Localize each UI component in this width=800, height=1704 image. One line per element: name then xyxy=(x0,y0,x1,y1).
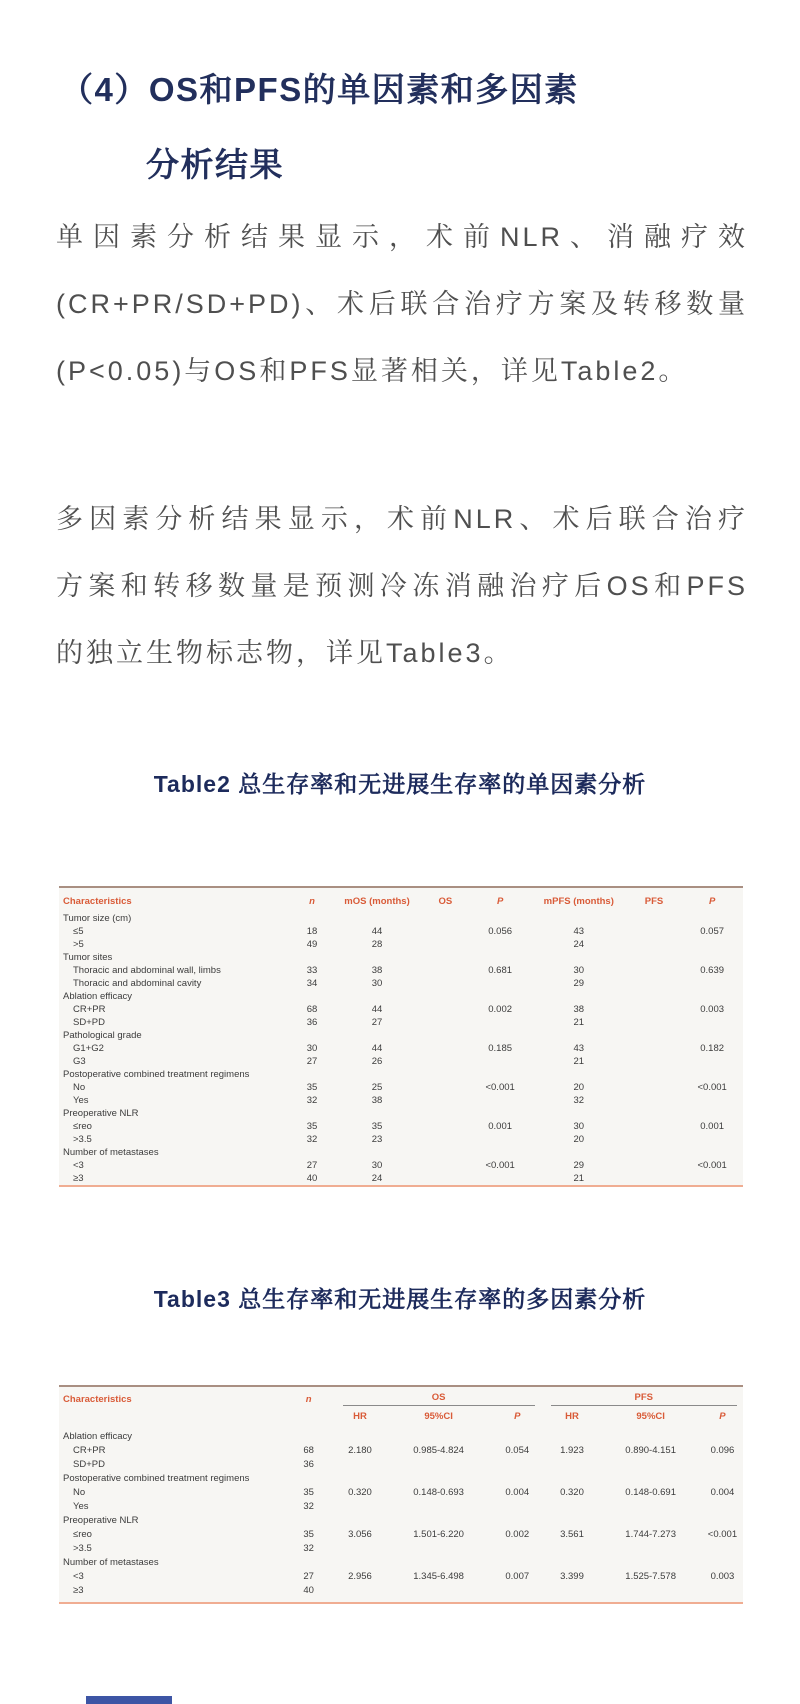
row-value xyxy=(333,1584,388,1598)
table2-col-p-os: P xyxy=(496,895,504,907)
row-value xyxy=(469,977,531,990)
row-value: 3.399 xyxy=(560,1571,584,1582)
section-heading xyxy=(60,64,750,186)
row-value: 25 xyxy=(371,1082,383,1093)
row-value xyxy=(490,1584,545,1598)
table-row xyxy=(59,925,743,938)
table-group-row xyxy=(59,1430,743,1444)
table-row xyxy=(59,938,743,951)
row-value xyxy=(421,977,469,990)
table2-col-characteristics: Characteristics xyxy=(63,895,132,907)
row-value xyxy=(702,1500,743,1514)
row-value: 27 xyxy=(306,1056,318,1067)
paragraph-line: (CR+PR/SD+PD)、术后联合治疗方案及转移数量 xyxy=(56,289,748,319)
table-row xyxy=(59,1542,743,1556)
row-label: No xyxy=(73,1082,86,1093)
table3-body xyxy=(59,1424,743,1598)
row-value: 32 xyxy=(303,1501,314,1512)
table-row xyxy=(59,1500,743,1514)
row-value xyxy=(421,938,469,951)
row-value: 3.056 xyxy=(348,1529,372,1540)
table3-col-pfs-hr: HR xyxy=(565,1410,579,1422)
row-value: 36 xyxy=(306,1017,318,1028)
row-value: 68 xyxy=(306,1004,318,1015)
row-value: 0.320 xyxy=(348,1487,372,1498)
paragraph-line: 的独立生物标志物，详见Table3。 xyxy=(56,638,514,668)
row-label: ≤reo xyxy=(73,1121,92,1132)
row-label: <3 xyxy=(73,1571,84,1582)
table-row xyxy=(59,1458,743,1472)
row-group-label: Preoperative NLR xyxy=(63,1515,139,1526)
row-label: SD+PD xyxy=(73,1459,105,1470)
table2-col-mos: mOS (months) xyxy=(344,895,410,907)
row-value: 40 xyxy=(306,1173,318,1184)
row-value xyxy=(627,1133,682,1146)
row-value: 24 xyxy=(371,1173,383,1184)
row-value xyxy=(490,1500,545,1514)
table-group-row xyxy=(59,1514,743,1528)
row-value xyxy=(545,1584,600,1598)
table3-col-os-p: P xyxy=(514,1410,521,1422)
row-value: 29 xyxy=(573,1160,585,1171)
row-value: 0.985-4.824 xyxy=(413,1445,464,1456)
paragraph-line: 多因素分析结果显示，术前NLR、术后联合治疗 xyxy=(56,504,748,534)
row-value xyxy=(702,1584,743,1598)
table3-title: Table3 总生存率和无进展生存率的多因素分析 xyxy=(153,1286,647,1312)
row-value: 21 xyxy=(573,1056,585,1067)
row-value: 24 xyxy=(573,939,585,950)
row-value: 0.148-0.693 xyxy=(413,1487,464,1498)
paragraph-line: (P<0.05)与OS和PFS显著相关，详见Table2。 xyxy=(56,356,689,386)
row-value: 27 xyxy=(306,1160,318,1171)
row-value: 0.002 xyxy=(505,1529,530,1540)
table2-col-n: n xyxy=(309,895,315,907)
table2-col-mpfs: mPFS (months) xyxy=(543,895,614,907)
table2-col-p-pfs: P xyxy=(708,895,716,907)
table3-multivariate-analysis xyxy=(59,1385,743,1604)
row-label: Thoracic and abdominal wall, limbs xyxy=(73,965,221,976)
row-label: >3.5 xyxy=(73,1134,92,1145)
table-row xyxy=(59,1486,743,1500)
row-group-label: Pathological grade xyxy=(63,1030,142,1041)
row-value: 1.345-6.498 xyxy=(413,1571,464,1582)
row-value: <0.001 xyxy=(485,1160,515,1171)
row-value xyxy=(627,1172,682,1185)
row-value xyxy=(627,1055,682,1068)
row-value xyxy=(681,1133,743,1146)
paragraph-univariate-result xyxy=(56,204,748,405)
row-value xyxy=(545,1458,600,1472)
row-value xyxy=(421,1055,469,1068)
row-value xyxy=(627,1003,682,1016)
row-value xyxy=(681,977,743,990)
table3-group-pfs: PFS xyxy=(551,1392,737,1406)
row-value: <0.001 xyxy=(707,1529,738,1540)
table-row xyxy=(59,1042,743,1055)
table2-body xyxy=(59,910,743,1185)
table-row xyxy=(59,1444,743,1458)
row-value: 35 xyxy=(306,1121,318,1132)
row-value: 1.744-7.273 xyxy=(625,1529,676,1540)
row-value: 27 xyxy=(303,1571,314,1582)
row-value xyxy=(599,1584,702,1598)
row-value xyxy=(469,1094,531,1107)
row-value: <0.001 xyxy=(697,1082,727,1093)
table3-col-os-ci: 95%CI xyxy=(424,1410,453,1422)
row-value xyxy=(681,1094,743,1107)
row-label: G1+G2 xyxy=(73,1043,104,1054)
row-value xyxy=(627,925,682,938)
row-value: 0.004 xyxy=(505,1487,530,1498)
row-label: >3.5 xyxy=(73,1543,92,1554)
row-value xyxy=(545,1500,600,1514)
row-value: 43 xyxy=(573,1043,585,1054)
row-value xyxy=(469,938,531,951)
section-heading-line2: 分析结果 xyxy=(146,146,284,183)
row-value xyxy=(421,1133,469,1146)
row-value xyxy=(490,1458,545,1472)
row-value: 43 xyxy=(573,926,585,937)
row-label: CR+PR xyxy=(73,1004,106,1015)
row-value: 0.001 xyxy=(488,1121,513,1132)
table-row xyxy=(59,1055,743,1068)
row-value xyxy=(421,925,469,938)
table-row xyxy=(59,1003,743,1016)
row-label: SD+PD xyxy=(73,1017,105,1028)
row-value xyxy=(421,964,469,977)
row-value: <0.001 xyxy=(697,1160,727,1171)
table-row xyxy=(59,1159,743,1172)
row-value xyxy=(421,1120,469,1133)
row-label: No xyxy=(73,1487,86,1498)
table-group-row xyxy=(59,1556,743,1570)
row-value: 35 xyxy=(303,1529,314,1540)
row-label: Yes xyxy=(73,1095,89,1106)
table-group-row xyxy=(59,912,743,925)
table3-group-os: OS xyxy=(343,1392,535,1406)
row-group-label: Preoperative NLR xyxy=(63,1108,139,1119)
row-label: <3 xyxy=(73,1160,84,1171)
row-value: 32 xyxy=(573,1095,585,1106)
row-value xyxy=(333,1500,388,1514)
row-value xyxy=(333,1542,388,1556)
row-value: 0.320 xyxy=(560,1487,584,1498)
row-value: 1.525-7.578 xyxy=(625,1571,676,1582)
table-row xyxy=(59,964,743,977)
table-group-row xyxy=(59,1146,743,1159)
row-value xyxy=(627,977,682,990)
row-value xyxy=(627,1094,682,1107)
row-value: 35 xyxy=(371,1121,383,1132)
row-value: 1.501-6.220 xyxy=(413,1529,464,1540)
table-group-row xyxy=(59,1029,743,1042)
row-value: 44 xyxy=(371,1043,383,1054)
row-group-label: Postoperative combined treatment regimens xyxy=(63,1069,250,1080)
row-value xyxy=(421,1003,469,1016)
row-group-label: Postoperative combined treatment regimens xyxy=(63,1473,250,1484)
row-value: 28 xyxy=(371,939,383,950)
row-value xyxy=(421,1042,469,1055)
table-group-row xyxy=(59,951,743,964)
table3-col-characteristics: Characteristics xyxy=(63,1393,132,1405)
row-value xyxy=(681,1016,743,1029)
row-group-label: Tumor sites xyxy=(63,952,113,963)
row-value: 0.002 xyxy=(488,1004,513,1015)
row-value: 0.057 xyxy=(700,926,725,937)
table-row xyxy=(59,1120,743,1133)
table-row xyxy=(59,1172,743,1185)
row-value: 3.561 xyxy=(560,1529,584,1540)
row-value: 32 xyxy=(306,1134,318,1145)
row-value xyxy=(627,1120,682,1133)
table3-header xyxy=(59,1387,743,1424)
row-value: 21 xyxy=(573,1173,585,1184)
row-label: ≤reo xyxy=(73,1529,92,1540)
row-value: 36 xyxy=(303,1459,314,1470)
row-value xyxy=(421,1172,469,1185)
row-value xyxy=(387,1584,490,1598)
table3-col-pfs-p: P xyxy=(719,1410,726,1422)
row-value: 0.639 xyxy=(700,965,725,976)
row-value: 32 xyxy=(303,1543,314,1554)
row-value xyxy=(681,938,743,951)
row-label: ≥3 xyxy=(73,1173,84,1184)
row-value: 2.956 xyxy=(348,1571,372,1582)
row-value xyxy=(627,938,682,951)
row-value xyxy=(599,1458,702,1472)
row-value: 35 xyxy=(303,1487,314,1498)
table-group-row xyxy=(59,1472,743,1486)
row-value xyxy=(545,1542,600,1556)
table-group-row xyxy=(59,1107,743,1120)
row-value: 44 xyxy=(371,926,383,937)
table-row xyxy=(59,1081,743,1094)
paragraph-multivariate-result xyxy=(56,486,748,687)
row-value: 30 xyxy=(573,1121,585,1132)
row-value: 34 xyxy=(306,978,318,989)
table2-col-pfs: PFS xyxy=(644,895,664,907)
row-value: 0.001 xyxy=(700,1121,725,1132)
row-group-label: Number of metastases xyxy=(63,1147,159,1158)
row-value: 30 xyxy=(371,1160,383,1171)
row-value: 0.681 xyxy=(488,965,513,976)
table3-col-n: n xyxy=(305,1393,312,1405)
row-value xyxy=(627,1016,682,1029)
table2-header-row xyxy=(59,888,743,910)
row-value xyxy=(627,964,682,977)
row-group-label: Ablation efficacy xyxy=(63,1431,133,1442)
row-label: >5 xyxy=(73,939,84,950)
row-value: 27 xyxy=(371,1017,383,1028)
row-value xyxy=(387,1542,490,1556)
row-label: CR+PR xyxy=(73,1445,106,1456)
row-value xyxy=(421,1159,469,1172)
row-value: 0.148-0.691 xyxy=(625,1487,676,1498)
row-value: 38 xyxy=(371,1095,383,1106)
row-value xyxy=(421,1081,469,1094)
row-value xyxy=(469,1172,531,1185)
row-value: 18 xyxy=(306,926,318,937)
row-value xyxy=(599,1500,702,1514)
row-value: 38 xyxy=(573,1004,585,1015)
row-value: 0.003 xyxy=(710,1571,735,1582)
row-value: 0.007 xyxy=(505,1571,530,1582)
row-value: <0.001 xyxy=(485,1082,515,1093)
row-value: 26 xyxy=(371,1056,383,1067)
row-value: 0.004 xyxy=(710,1487,735,1498)
row-group-label: Tumor size (cm) xyxy=(63,913,132,924)
row-group-label: Number of metastases xyxy=(63,1557,159,1568)
row-label: Yes xyxy=(73,1501,89,1512)
table2-univariate-analysis xyxy=(59,886,743,1187)
table-row xyxy=(59,1584,743,1598)
table2-title: Table2 总生存率和无进展生存率的单因素分析 xyxy=(153,771,647,797)
table-row xyxy=(59,1570,743,1584)
row-value: 0.890-4.151 xyxy=(625,1445,676,1456)
row-value: 0.185 xyxy=(488,1043,513,1054)
table-row xyxy=(59,1016,743,1029)
row-value xyxy=(469,1016,531,1029)
row-value: 33 xyxy=(306,965,318,976)
row-value: 0.182 xyxy=(700,1043,725,1054)
row-value: 20 xyxy=(573,1082,585,1093)
table3-col-pfs-ci: 95%CI xyxy=(636,1410,665,1422)
row-value: 38 xyxy=(371,965,383,976)
row-value xyxy=(599,1542,702,1556)
row-value xyxy=(469,1055,531,1068)
row-value xyxy=(681,1172,743,1185)
table-row xyxy=(59,1094,743,1107)
row-value: 21 xyxy=(573,1017,585,1028)
row-value xyxy=(702,1458,743,1472)
row-value: 49 xyxy=(306,939,318,950)
row-value: 2.180 xyxy=(348,1445,372,1456)
row-value xyxy=(387,1458,490,1472)
row-value xyxy=(681,1055,743,1068)
row-value xyxy=(627,1081,682,1094)
row-value xyxy=(490,1542,545,1556)
row-label: ≤5 xyxy=(73,926,84,937)
row-value: 44 xyxy=(371,1004,383,1015)
row-value xyxy=(333,1458,388,1472)
row-label: G3 xyxy=(73,1056,86,1067)
table3-col-os-hr: HR xyxy=(353,1410,367,1422)
row-value xyxy=(421,1094,469,1107)
row-value: 30 xyxy=(306,1043,318,1054)
row-value xyxy=(627,1159,682,1172)
bottom-accent-bar xyxy=(86,1696,172,1704)
row-value xyxy=(702,1542,743,1556)
row-value xyxy=(387,1500,490,1514)
row-value: 23 xyxy=(371,1134,383,1145)
row-value: 20 xyxy=(573,1134,585,1145)
row-label: Thoracic and abdominal cavity xyxy=(73,978,202,989)
row-value: 0.054 xyxy=(505,1445,530,1456)
table-row xyxy=(59,1133,743,1146)
row-value: 0.096 xyxy=(710,1445,735,1456)
paragraph-line: 单因素分析结果显示，术前NLR、消融疗效 xyxy=(56,222,748,252)
row-value xyxy=(469,1133,531,1146)
row-value xyxy=(627,1042,682,1055)
table-group-row xyxy=(59,990,743,1003)
row-value: 30 xyxy=(371,978,383,989)
paragraph-line: 方案和转移数量是预测冷冻消融治疗后OS和PFS xyxy=(56,571,748,601)
table-row xyxy=(59,977,743,990)
row-value xyxy=(421,1016,469,1029)
section-heading-line1: （4）OS和PFS的单因素和多因素 xyxy=(60,71,579,108)
row-value: 35 xyxy=(306,1082,318,1093)
row-value: 0.056 xyxy=(488,926,513,937)
row-value: 40 xyxy=(303,1585,314,1596)
row-value: 1.923 xyxy=(560,1445,584,1456)
row-value: 30 xyxy=(573,965,585,976)
row-value: 68 xyxy=(303,1445,314,1456)
row-group-label: Ablation efficacy xyxy=(63,991,133,1002)
row-label: ≥3 xyxy=(73,1585,84,1596)
table2-col-os: OS xyxy=(438,895,453,907)
table-row xyxy=(59,1528,743,1542)
row-value: 0.003 xyxy=(700,1004,725,1015)
row-value: 29 xyxy=(573,978,585,989)
table-group-row xyxy=(59,1068,743,1081)
row-value: 32 xyxy=(306,1095,318,1106)
